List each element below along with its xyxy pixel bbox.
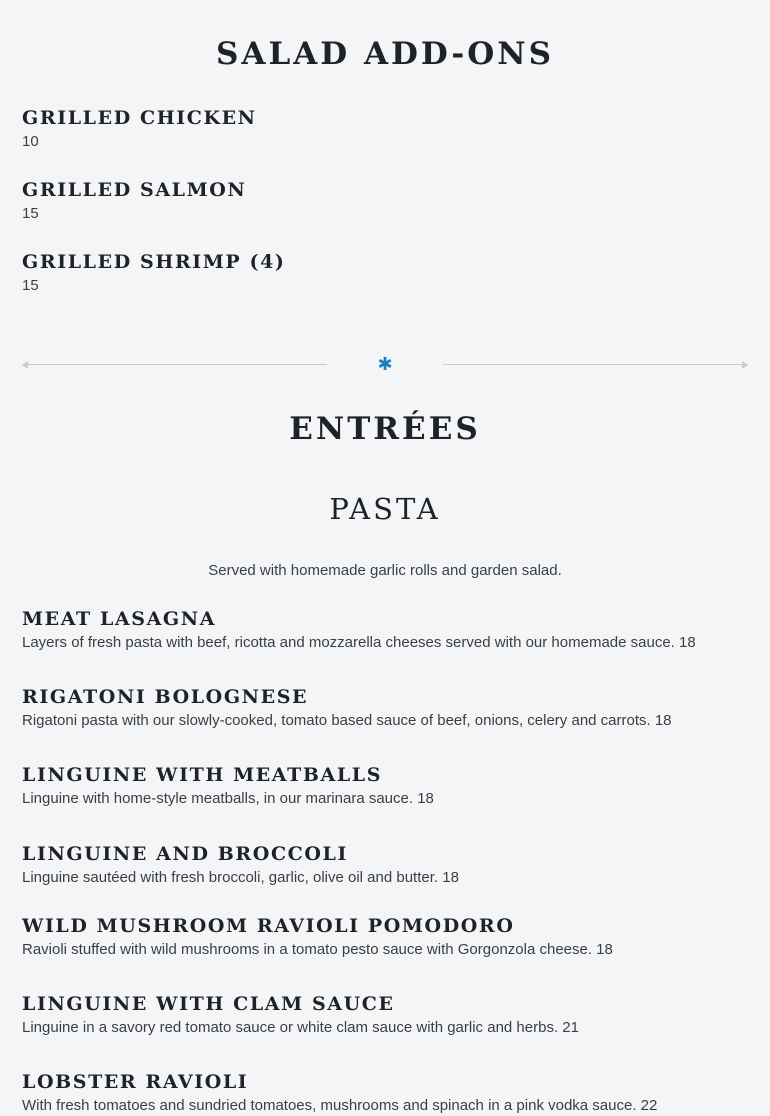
menu-item-description: Rigatoni pasta with our slowly-cooked, tomato based sauce of beef, onions, celery and carrots. 18	[22, 712, 672, 729]
snowflake-icon: ✱	[377, 354, 393, 375]
divider-right-line	[443, 364, 748, 365]
menu-item-description: With fresh tomatoes and sundried tomatoes, mushrooms and spinach in a pink vodka sauce. 22	[22, 1097, 658, 1114]
menu-item-name: RIGATONI BOLOGNESE	[22, 686, 309, 708]
menu-item	[22, 178, 748, 224]
salad-addons-title: SALAD ADD-ONS	[216, 36, 554, 72]
menu-item	[22, 685, 748, 731]
menu-item-price: 15	[22, 277, 39, 294]
menu-item-description: Linguine with home-style meatballs, in our marinara sauce. 18	[22, 790, 434, 807]
menu-item-name: LINGUINE AND BROCCOLI	[22, 843, 349, 865]
menu-item	[22, 914, 748, 960]
divider-left-cap	[22, 361, 28, 369]
menu-item-description: Linguine in a savory red tomato sauce or white clam sauce with garlic and herbs. 21	[22, 1019, 579, 1036]
menu-item-price: 10	[22, 133, 39, 150]
menu-item-name: MEAT LASAGNA	[22, 608, 217, 630]
menu-item	[22, 106, 748, 152]
menu-item-price: 15	[22, 205, 39, 222]
menu-item-name: LINGUINE WITH MEATBALLS	[22, 764, 383, 786]
menu-item	[22, 250, 748, 296]
menu-item	[22, 763, 748, 809]
menu-item-name: WILD MUSHROOM RAVIOLI POMODORO	[22, 915, 515, 937]
menu-item-name: LINGUINE WITH CLAM SAUCE	[22, 993, 395, 1015]
divider-left-line	[22, 364, 327, 365]
entrees-title: ENTRÉES	[289, 411, 481, 447]
menu-item-name: GRILLED CHICKEN	[22, 107, 257, 129]
divider-right-cap	[742, 361, 748, 369]
menu-item-description: Linguine sautéed with fresh broccoli, garlic, olive oil and butter. 18	[22, 869, 459, 886]
menu-item-name: GRILLED SALMON	[22, 179, 247, 201]
menu-item-name: LOBSTER RAVIOLI	[22, 1071, 249, 1093]
menu-item-description: Layers of fresh pasta with beef, ricotta and mozzarella cheeses served with our homemade sauce. 18	[22, 634, 696, 651]
pasta-title: PASTA	[329, 492, 441, 526]
pasta-intro: Served with homemade garlic rolls and garden salad.	[208, 562, 562, 579]
section-divider	[22, 354, 748, 376]
menu-item	[22, 607, 748, 653]
menu-item	[22, 842, 748, 888]
menu-item-name: GRILLED SHRIMP (4)	[22, 251, 286, 273]
menu-item	[22, 1070, 748, 1116]
menu-item-description: Ravioli stuffed with wild mushrooms in a tomato pesto sauce with Gorgonzola cheese. 18	[22, 941, 613, 958]
menu-item	[22, 992, 748, 1038]
